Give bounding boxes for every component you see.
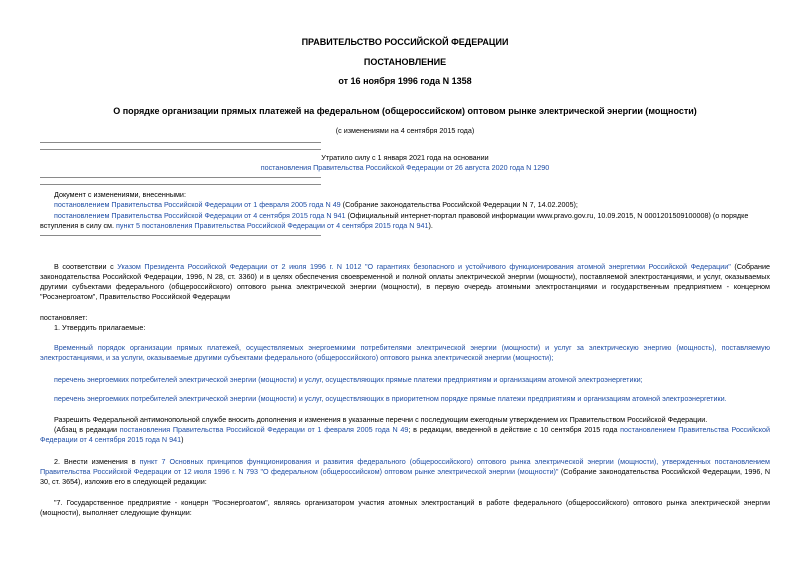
divider (40, 149, 321, 150)
decides-label: постановляет: (40, 313, 88, 322)
priority-consumers-list-link[interactable]: перечень энергоемких потребителей электрической энергии (мощности) и услуг, осуществляющих в приоритетном порядке прямые платежи предприятиям и организациям атомной электроэнергетики. (54, 394, 727, 403)
change-link-2[interactable]: постановлением Правительства Российской Федерации от 4 сентября 2015 года N 941 (54, 211, 346, 220)
change-link-3[interactable]: пункт 5 постановления Правительства Российской Федерации от 4 сентября 2015 года N 941 (116, 221, 429, 230)
preamble-paragraph: В соответствии с Указом Президента Российской Федерации от 2 июля 1996 г. N 1012 "О гарантиях безопасного и устойчивого функционирования атомной энергетики Российской Федерации" (Собрание законодательства Российской Федерации, 1996, N 28, ст. 3360) и в целях обеспечения своевременной и полной оплаты электрической энергии (мощности), поставляемой электростанциями, и услуг, оказываемых другими субъектами федерального (общероссийского) оптового рынка электрической энергии (мощности), в первую очередь атомными электростанциями и государственным предприятием - концерном "Росэнергоатом", Правительство Российской Федерации (40, 262, 770, 301)
repeal-notice: Утратило силу с 1 января 2021 года на основании (321, 153, 489, 162)
document-type: ПОСТАНОВЛЕНИЕ (363, 57, 447, 67)
fas-note: (Абзац в редакции постановления Правительства Российской Федерации от 1 февраля 2005 года N 49; в редакции, введенной в действие с 10 сентября 2015 года постановлением Правительства Российской Федерации от 4 сентября 2015 года N 941) (40, 425, 770, 444)
change-item-2-cont: вступления в силу см. пункт 5 постановления Правительства Российской Федерации от 4 сентября 2015 года N 941). (40, 221, 433, 230)
change-item-2: постановлением Правительства Российской Федерации от 4 сентября 2015 года N 941 (Официальный интернет-портал правовой информации www.pravo.gov.ru, 10.09.2015, N 0001201509100008) (о порядке (54, 211, 749, 220)
fas-note-link-2[interactable]: постановлением Правительства Российской Федерации от 4 сентября 2015 года N 941 (40, 425, 770, 444)
item-2: 2. Внести изменения в пункт 7 Основных принципов функционирования и развития федерального (общероссийского) оптового рынка электрической энергии (мощности), утвержденных постановлением Правительства Российской Федерации от 12 июля 1996 г. N 793 "О федеральном (общероссийском) оптовом рынке электрической энергии (мощности)" (Собрание законодательства Российской Федерации, 1996, N 30, ст. 3654), изложив его в следующей редакции: (40, 457, 771, 486)
principles-link[interactable]: пункт 7 Основных принципов функционирования и развития федерального (общероссийского) оптового рынка электрической энергии (мощности), утвержденных постановлением Правительства Российской Федерации от 12 июля 1996 г. N 793 "О федеральном (общероссийском) оптовом рынке электрической энергии (мощности)" (40, 457, 770, 476)
divider (40, 235, 321, 236)
item-1: 1. Утвердить прилагаемые: (54, 323, 146, 332)
repeal-link[interactable]: постановления Правительства Российской Федерации от 26 августа 2020 года N 1290 (260, 163, 550, 172)
divider (40, 142, 321, 143)
amendment-note: (с изменениями на 4 сентября 2015 года) (335, 126, 475, 135)
document-date-number: от 16 ноября 1996 года N 1358 (338, 76, 472, 86)
divider (40, 184, 321, 185)
temporary-order-link[interactable]: Временный порядок организации прямых платежей, осуществляемых энергоемкими потребителями электрической энергии (мощности) и услуг за электрическую энергию (мощность), поставляемую электростанциями, и за услуги, оказываемые другими субъектами федерального (общероссийского) оптового рынка электрической энергии (мощности); (40, 343, 770, 362)
item-7-paragraph: "7. Государственное предприятие - концерн "Росэнергоатом", являясь организатором участия атомных электростанций в работе федерального (общероссийского) оптового рынка электрической энергии (мощности), выполняет следующие функции: (40, 498, 770, 517)
changes-heading: Документ с изменениями, внесенными: (54, 190, 186, 199)
change-item-1: постановлением Правительства Российской Федерации от 1 февраля 2005 года N 49 (Собрание законодательства Российской Федерации N 7, 14.02.2005); (54, 200, 578, 209)
decree-link[interactable]: Указом Президента Российской Федерации от 2 июля 1996 г. N 1012 "О гарантиях безопасного и устойчивого функционирования атомной энергетики Российской Федерации" (117, 262, 731, 271)
fas-note-link-1[interactable]: постановления Правительства Российской Федерации от 1 февраля 2005 года N 49 (119, 425, 409, 434)
consumers-list-link[interactable]: перечень энергоемких потребителей электрической энергии (мощности) и услуг, осуществляющих прямые платежи предприятиям и организациям атомной электроэнергетики; (54, 375, 643, 384)
change-link-1[interactable]: постановлением Правительства Российской Федерации от 1 февраля 2005 года N 49 (54, 200, 341, 209)
document-title: О порядке организации прямых платежей на федеральном (общероссийском) оптовом рынке электрической энергии (мощности) (113, 106, 697, 116)
issuing-authority: ПРАВИТЕЛЬСТВО РОССИЙСКОЙ ФЕДЕРАЦИИ (301, 37, 509, 47)
divider (40, 177, 321, 178)
fas-paragraph: Разрешить Федеральной антимонопольной службе вносить дополнения и изменения в указанные перечни с последующим ежегодным утверждением их Правительством Российской Федерации. (54, 415, 708, 424)
